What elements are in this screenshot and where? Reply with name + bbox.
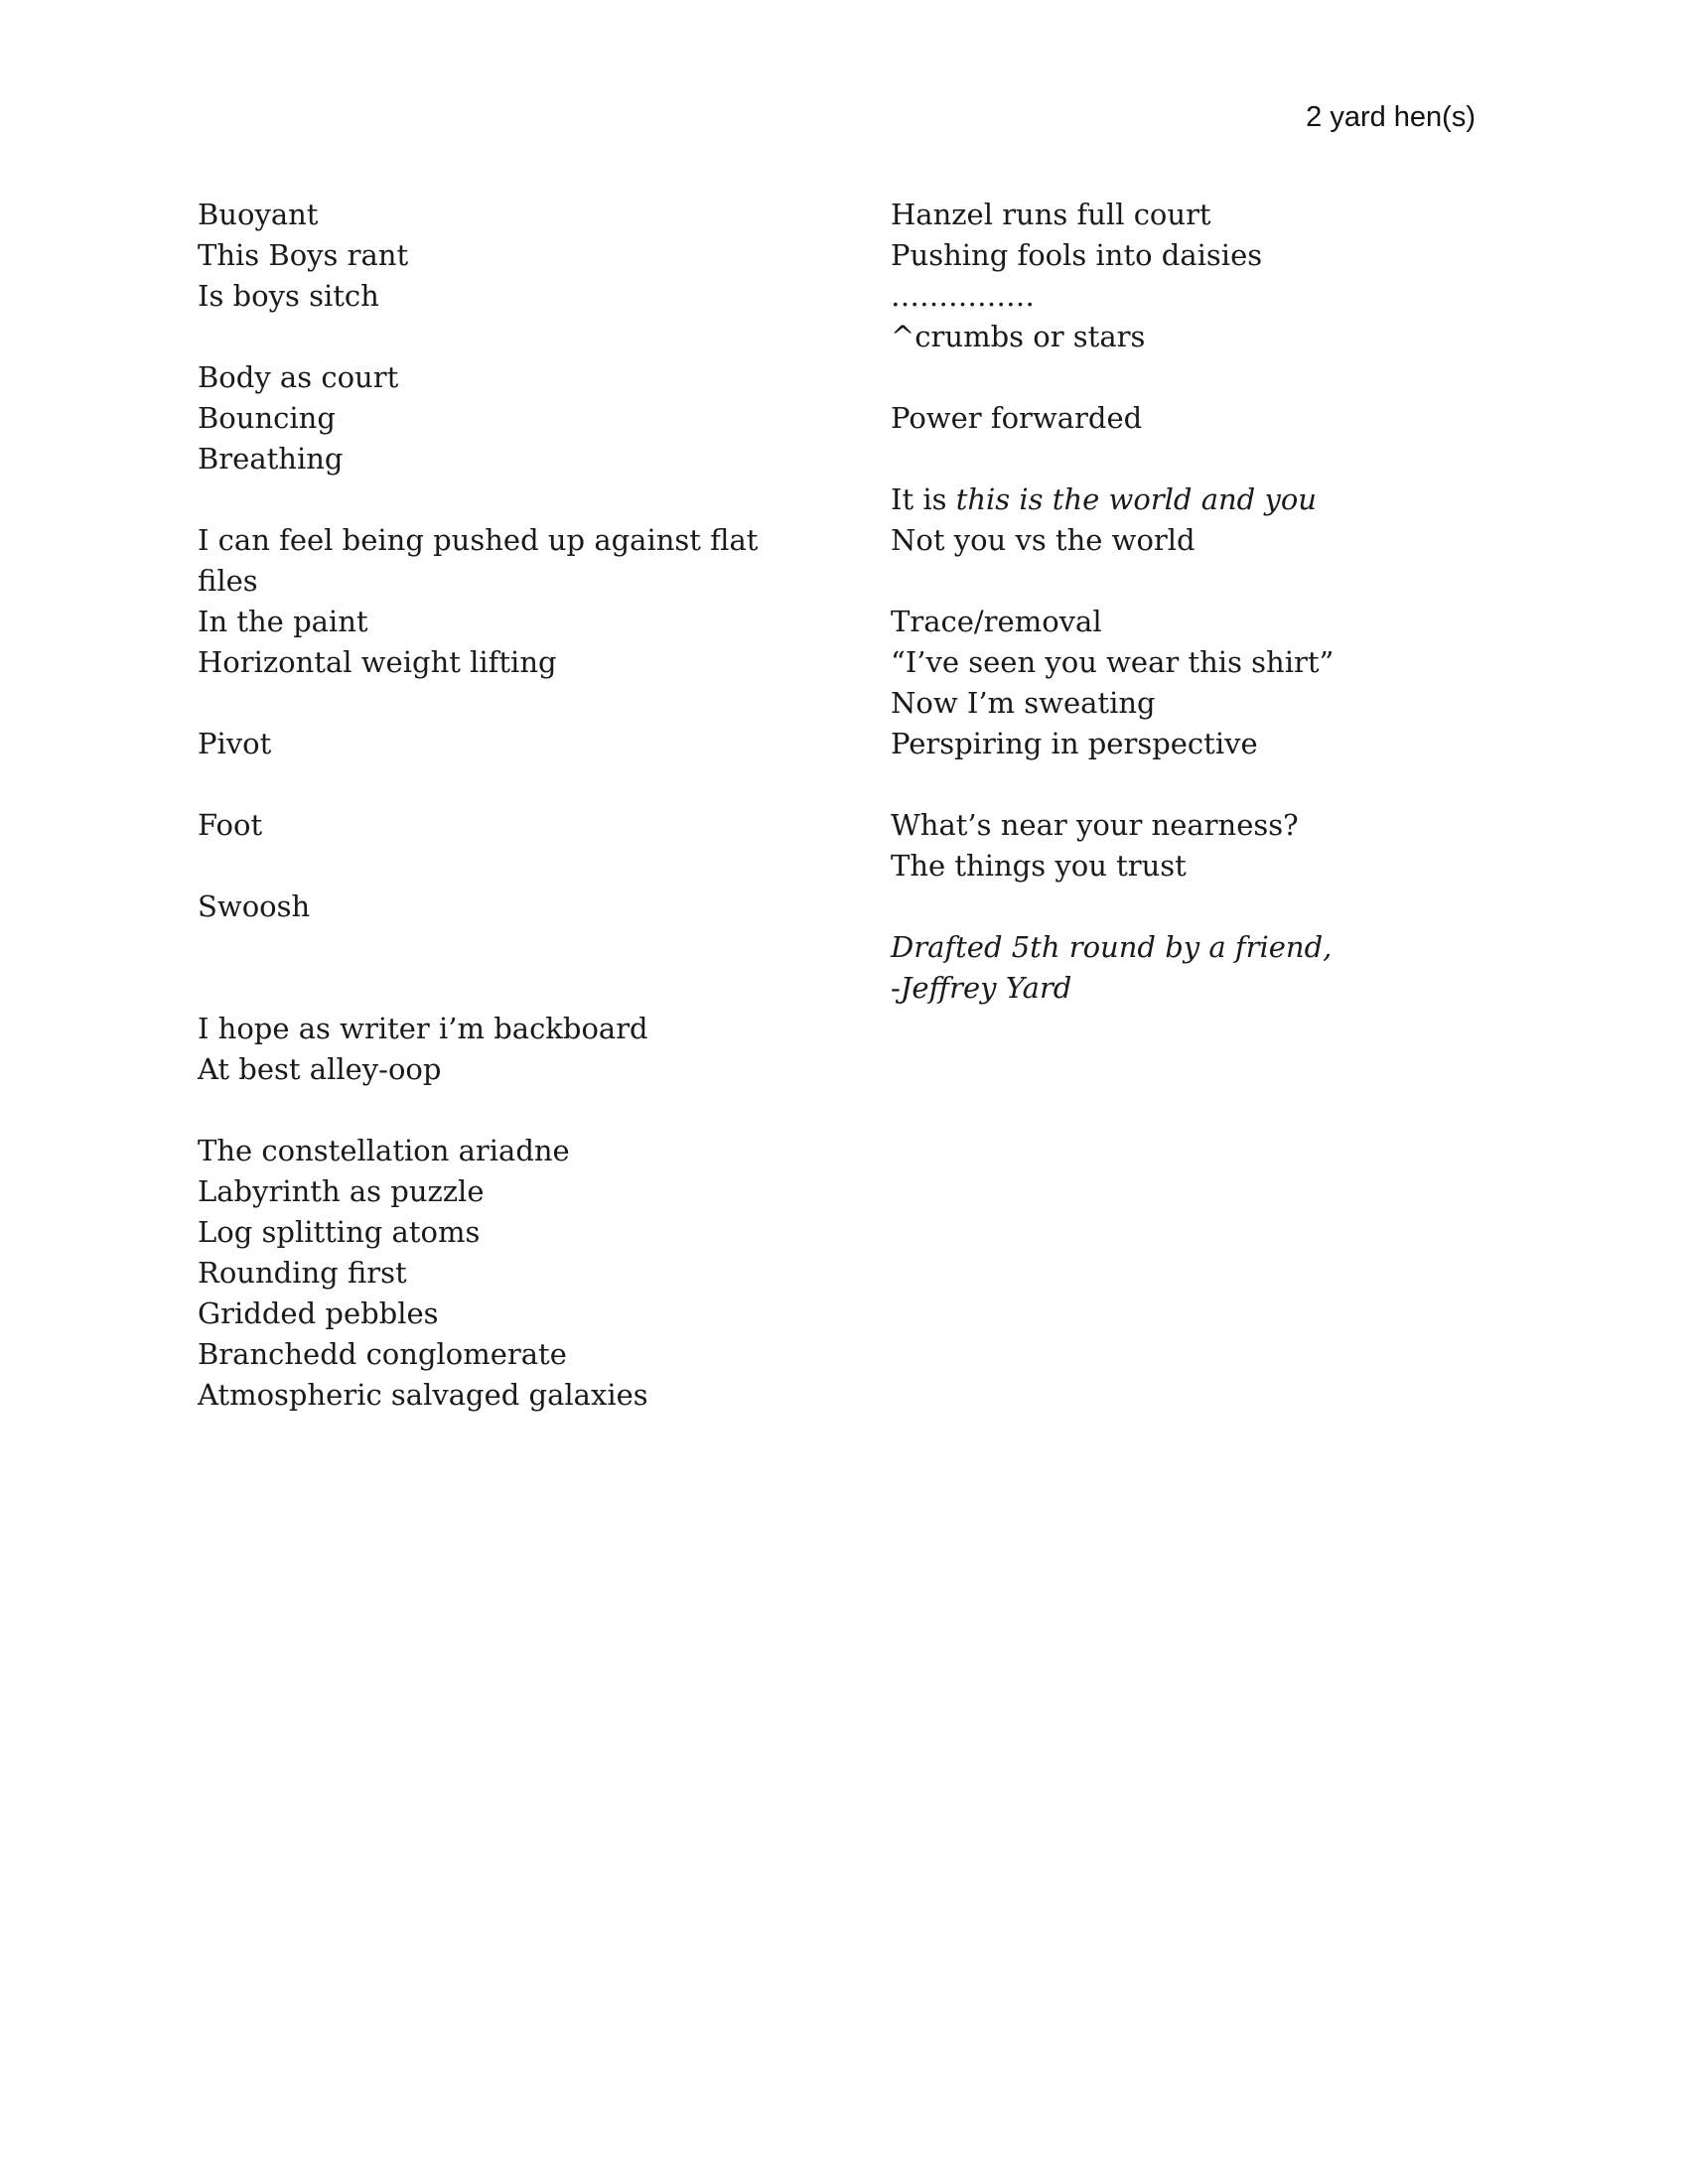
stanza-break [198, 846, 813, 887]
poem-line: Horizontal weight lifting [198, 645, 557, 679]
poem-line: The things you trust [891, 849, 1187, 883]
poem-line: Perspiring in perspective [891, 727, 1258, 760]
poem-line: The constellation ariadne [198, 1134, 570, 1167]
right-stanza-4 [891, 602, 1506, 764]
poem-line: What’s near your nearness? [891, 808, 1299, 842]
poem-line: Log splitting atoms [198, 1215, 481, 1249]
page-header-title: 2 yard hen(s) [1306, 101, 1476, 133]
left-stanza-3 [198, 520, 813, 683]
poem-line: ^crumbs or stars [891, 320, 1146, 353]
stanza-break [198, 1090, 813, 1131]
poem-line: Breathing [198, 442, 344, 476]
signature-line: Drafted 5th round by a friend, [891, 930, 1333, 964]
poem-line: Gridded pebbles [198, 1297, 439, 1330]
stanza-break [891, 887, 1506, 927]
poem-line: Labyrinth as puzzle [198, 1174, 485, 1208]
signature-author: -Jeffrey Yard [891, 971, 1072, 1005]
right-stanza-2 [891, 398, 1506, 439]
left-stanza-6 [198, 887, 813, 927]
stanza-break [198, 317, 813, 357]
left-stanza-5 [198, 805, 813, 846]
poem-line: Power forwarded [891, 401, 1143, 435]
poem-line: Branchedd conglomerate [198, 1337, 567, 1371]
right-stanza-3 [891, 479, 1506, 561]
poem-left-column [198, 195, 813, 1416]
poem-line: Bouncing [198, 401, 336, 435]
poem-line: Not you vs the world [891, 523, 1196, 557]
poem-line: This Boys rant [198, 238, 409, 272]
stanza-break [198, 764, 813, 805]
stanza-break [891, 561, 1506, 602]
poem-line: Is boys sitch [198, 279, 379, 313]
stanza-break [891, 357, 1506, 398]
left-stanza-2 [198, 357, 813, 479]
stanza-break [198, 683, 813, 724]
left-stanza-7 [198, 1009, 813, 1090]
poem-line-italic: this is the world and you [955, 482, 1317, 516]
right-stanza-1 [891, 195, 1506, 357]
signature-block [891, 927, 1506, 1009]
stanza-break [198, 479, 813, 520]
poem-line: Trace/removal [891, 605, 1102, 638]
poem-line: Pushing fools into daisies [891, 238, 1263, 272]
stanza-break [891, 764, 1506, 805]
poem-line: “I’ve seen you wear this shirt” [891, 645, 1335, 679]
stanza-break [891, 439, 1506, 479]
poem-line: Body as court [198, 360, 399, 394]
poem-right-column [891, 195, 1506, 1009]
poem-line: Foot [198, 808, 263, 842]
poem-line: Rounding first [198, 1256, 407, 1290]
stanza-break [198, 927, 813, 1009]
poem-line: Atmospheric salvaged galaxies [198, 1378, 648, 1412]
poem-line: Swoosh [198, 889, 311, 923]
poem-line-prefix: It is [891, 482, 956, 516]
poem-line: …………… [891, 279, 1035, 313]
poem-line: At best alley-oop [198, 1052, 442, 1086]
left-stanza-8 [198, 1131, 813, 1416]
poem-line: Buoyant [198, 198, 319, 231]
poem-line: Now I’m sweating [891, 686, 1156, 720]
left-stanza-1 [198, 195, 813, 317]
poem-line: I can feel being pushed up against flat files [198, 523, 759, 598]
poem-line: Pivot [198, 727, 272, 760]
poem-line: Hanzel runs full court [891, 198, 1211, 231]
poem-line: I hope as writer i’m backboard [198, 1012, 648, 1045]
left-stanza-4 [198, 724, 813, 764]
poem-line: In the paint [198, 605, 368, 638]
right-stanza-5 [891, 805, 1506, 887]
poem-line-mixed [891, 479, 1506, 520]
